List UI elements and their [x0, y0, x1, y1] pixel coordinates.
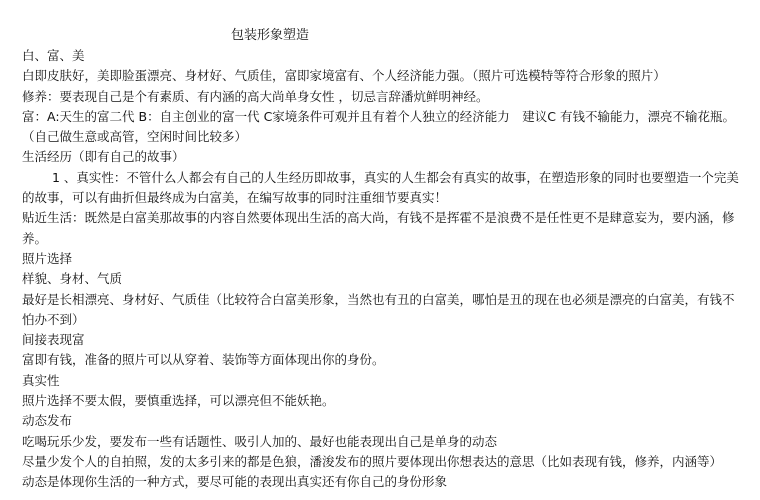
heading-photo-selection: 照片选择 — [22, 250, 73, 266]
paragraph-selfies: 尽量少发个人的自拍照，发的太多引来的都是色狼，潘浚发布的照片要体现出你想表达的意思（比如表现有钱，修养，内涵等） — [22, 453, 723, 469]
document-title: 包装形象塑造 — [230, 28, 309, 43]
subheading-appearance: 样貌、身材、气质 — [22, 271, 123, 287]
paragraph-wealth-options: 富：A:天生的富二代 B：自主创业的富一代 C家境条件可观并且有着个人独立的经济能力 建议C 有钱不输能力，漂亮不输花瓶。（自己做生意或高管，空闲时间比较多） — [22, 108, 735, 145]
document-body — [22, 46, 740, 493]
subheading-photo-authenticity: 真实性 — [22, 372, 60, 388]
paragraph-photo-authenticity: 照片选择不要太假，要慎重选择，可以漂亮但不能妖艳。 — [22, 393, 335, 409]
heading-posting: 动态发布 — [22, 413, 73, 429]
paragraph-lifestyle: 动态是体现你生活的一种方式，要尽可能的表现出真实还有你自己的身份形象 — [22, 474, 448, 490]
heading-bai-fu-mei: 白、富、美 — [22, 48, 85, 63]
paragraph-definition: 白即皮肤好，美即脸蛋漂亮、身材好、气质佳，富即家境富有、个人经济能力强。（照片可选模特等符合形象的照片） — [22, 68, 666, 84]
subheading-indirect-wealth: 间接表现富 — [22, 332, 85, 348]
paragraph-cultivation: 修养：要表现自己是个有素质、有内涵的高大尚单身女性 ，切忌言辞潘炕鲜明神经。 — [22, 88, 489, 104]
paragraph-appearance: 最好是长相漂亮、身材好、气质佳（比较符合白富美形象，当然也有丑的白富美，哪怕是丑的现在也必须是漂亮的白富美，有钱不怕办不到） — [22, 291, 735, 327]
paragraph-posting-topics: 吃喝玩乐少发，要发布一些有话题性、吸引人加的、最好也能表现出自己是单身的动态 — [22, 433, 498, 449]
paragraph-authenticity: 1 、真实性：不管什么人都会有自己的人生经历即故事，真实的人生都会有真实的故事，在塑造形象的同时也要塑造一个完美的故事，可以有曲折但最终成为白富美，在编写故事的同时注重细节要真实！ — [22, 169, 739, 206]
paragraph-close-to-life: 贴近生活：既然是白富美那故事的内容自然要体现出生活的高大尚，有钱不是挥霍不是浪费不是任性更不是肆意妄为，要内涵，修养。 — [22, 210, 735, 246]
heading-life-experience: 生活经历（即有自己的故事） — [22, 149, 185, 165]
paragraph-indirect-wealth: 富即有钱，准备的照片可以从穿着、装饰等方面体现出你的身份。 — [22, 352, 385, 368]
